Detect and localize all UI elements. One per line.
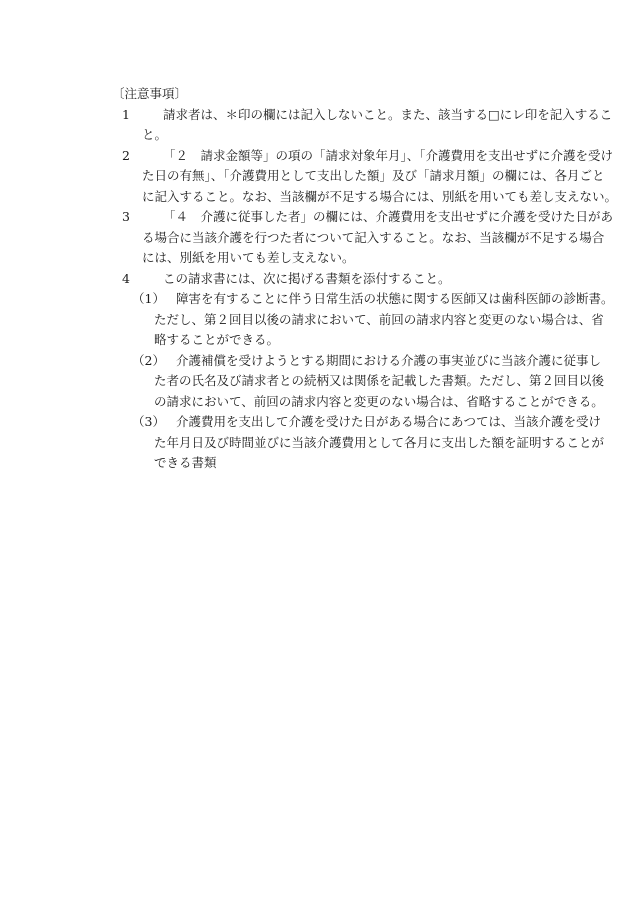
note-number: 4 — [122, 270, 130, 286]
note-line: た日の有無」、「介護費用として支出した額」及び「請求月額」の欄には、各月ごと — [142, 168, 605, 183]
attachment-item-1 — [110, 289, 614, 351]
note-item-1 — [110, 105, 613, 146]
notes-section — [110, 84, 618, 474]
note-body — [142, 146, 618, 208]
notes-heading: 〔注意事項〕 — [112, 86, 188, 101]
attachment-line: の請求において、前回の請求内容と変更のない場合は、省略することができる。 — [154, 393, 604, 409]
note-line: 「４ 介護に従事した者」の欄には、介護費用を支出せずに介護を受けた日があ — [163, 209, 614, 224]
note-line: には、別紙を用いても差し支えない。 — [142, 250, 355, 265]
note-line: と。 — [142, 127, 168, 142]
attachment-body — [154, 351, 605, 413]
note-body — [142, 269, 580, 290]
attachment-line: ただし、第２回目以後の請求において、前回の請求内容と変更のない場合は、省 — [154, 311, 604, 327]
note-number: 1 — [122, 106, 130, 122]
attachment-line: た年月日及び時間並びに当該介護費用として各月に支出した額を証明することが — [154, 434, 605, 450]
note-item-3 — [110, 207, 614, 269]
attachment-line: た者の氏名及び請求者との続柄又は関係を記載した書類。ただし、第２回目以後 — [154, 373, 605, 388]
note-body — [142, 207, 614, 269]
attachment-line: 介護補償を受けようとする期間における介護の事実並びに当該介護に従事し — [176, 352, 602, 368]
attachment-item-2 — [110, 351, 605, 413]
note-number: 2 — [122, 147, 130, 163]
note-line: 請求者は、＊印の欄には記入しないこと。また、該当する□にレ印を記入するこ — [163, 106, 613, 122]
attachment-line: 介護費用を支出して介護を受けた日がある場合にあつては、当該介護を受け — [176, 414, 602, 429]
attachment-number: （3） — [132, 414, 165, 429]
attachment-line: 略することができる。 — [154, 332, 280, 347]
attachment-line: できる書類 — [154, 455, 217, 470]
attachment-body — [154, 289, 614, 351]
note-line: この請求書には、次に掲げる書類を添付すること。 — [163, 270, 451, 286]
note-line: 「２ 請求金額等」の項の「請求対象年月」、「介護費用を支出せずに介護を受け — [163, 147, 614, 163]
note-line: に記入すること。なお、当該欄が不足する場合には、別紙を用いても差し支えない。 — [142, 188, 618, 204]
note-item-4 — [110, 269, 580, 290]
attachment-item-3 — [110, 412, 605, 474]
attachment-number: （1） — [132, 291, 165, 306]
note-number: 3 — [122, 209, 130, 224]
attachment-line: 障害を有することに伴う日常生活の状態に関する医師又は歯科医師の診断書。 — [176, 291, 614, 306]
attachment-body — [154, 412, 605, 474]
attachment-number: （2） — [132, 352, 165, 368]
note-item-2 — [110, 146, 618, 208]
note-body — [142, 105, 613, 146]
note-line: る場合に当該介護を行つた者について記入すること。なお、当該欄が不足する場合 — [142, 229, 605, 245]
